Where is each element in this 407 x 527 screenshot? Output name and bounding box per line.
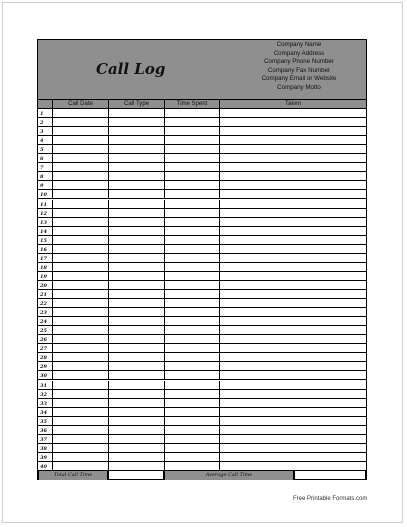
call-date-cell[interactable] [52,426,108,434]
row-number: 6 [40,156,44,163]
row-number: 3 [40,129,44,136]
call-type-cell[interactable] [108,308,164,316]
taken-cell[interactable] [219,200,366,208]
table-row [38,299,366,308]
table-row [38,426,366,435]
header-band [38,40,366,100]
time-spent-cell[interactable] [164,453,219,461]
row-number: 39 [40,454,47,461]
call-date-cell[interactable] [52,453,108,461]
row-number: 29 [40,364,47,371]
table-row [38,308,366,317]
taken-cell[interactable] [219,263,366,271]
call-date-cell[interactable] [52,444,108,452]
time-spent-cell[interactable] [164,145,219,153]
row-number: 22 [40,301,47,308]
call-date-cell[interactable] [52,209,108,217]
call-date-cell[interactable] [52,326,108,334]
row-number: 16 [40,246,47,253]
call-type-cell[interactable] [108,209,164,217]
row-number: 13 [40,219,47,226]
column-header-call-date: Call Date [52,100,108,108]
call-type-cell[interactable] [108,299,164,307]
taken-cell[interactable] [219,444,366,452]
table-row [38,453,366,462]
call-date-cell[interactable] [52,254,108,262]
row-number: 35 [40,418,47,425]
call-type-cell[interactable] [108,145,164,153]
time-spent-cell[interactable] [164,317,219,325]
table-row [38,172,366,181]
row-number: 8 [40,174,44,181]
row-number: 15 [40,237,47,244]
row-number: 36 [40,427,47,434]
row-number: 5 [40,147,44,154]
row-number: 38 [40,445,47,452]
row-number: 26 [40,337,47,344]
table-row [38,109,366,118]
table-row [38,227,366,236]
call-date-cell[interactable] [52,362,108,370]
time-spent-cell[interactable] [164,444,219,452]
time-spent-cell[interactable] [164,109,219,117]
call-type-cell[interactable] [108,353,164,361]
call-date-cell[interactable] [52,145,108,153]
table-row [38,362,366,371]
taken-cell[interactable] [219,281,366,289]
call-date-cell[interactable] [52,281,108,289]
page [2,2,403,523]
call-date-cell[interactable] [52,154,108,162]
call-date-cell[interactable] [52,181,108,189]
time-spent-cell[interactable] [164,236,219,244]
call-type-cell[interactable] [108,227,164,235]
row-number: 11 [40,201,47,208]
table-row [38,245,366,254]
table-row [38,335,366,344]
call-type-cell[interactable] [108,371,164,379]
table-row [38,353,366,362]
taken-cell[interactable] [219,118,366,126]
taken-cell[interactable] [219,136,366,144]
time-spent-cell[interactable] [164,381,219,389]
form-title: Call Log [96,60,166,78]
taken-cell[interactable] [219,408,366,416]
time-spent-cell[interactable] [164,172,219,180]
call-type-cell[interactable] [108,127,164,135]
company-info [234,41,364,93]
table-row [38,462,366,471]
time-spent-cell[interactable] [164,181,219,189]
taken-cell[interactable] [219,335,366,343]
call-type-cell[interactable] [108,399,164,407]
row-number: 30 [40,373,47,380]
company-address: Company Address [273,49,325,57]
call-type-cell[interactable] [108,435,164,443]
call-type-cell[interactable] [108,390,164,398]
time-spent-cell[interactable] [164,308,219,316]
call-date-cell[interactable] [52,272,108,280]
total-call-time-field[interactable] [108,471,164,480]
call-type-cell[interactable] [108,335,164,343]
row-number: 28 [40,355,47,362]
taken-cell[interactable] [219,317,366,325]
call-date-cell[interactable] [52,218,108,226]
call-date-cell[interactable] [52,399,108,407]
row-number: 34 [40,409,47,416]
call-type-cell[interactable] [108,272,164,280]
time-spent-cell[interactable] [164,290,219,298]
taken-cell[interactable] [219,435,366,443]
taken-cell[interactable] [219,362,366,370]
taken-cell[interactable] [219,426,366,434]
call-type-cell[interactable] [108,136,164,144]
time-spent-cell[interactable] [164,390,219,398]
row-number: 25 [40,328,47,335]
table-row [38,236,366,245]
taken-cell[interactable] [219,381,366,389]
row-number: 24 [40,319,47,326]
column-headers [38,100,366,109]
row-number: 7 [40,165,44,172]
time-spent-cell[interactable] [164,326,219,334]
row-number: 4 [40,138,44,145]
call-date-cell[interactable] [52,163,108,171]
call-type-cell[interactable] [108,181,164,189]
table-row [38,390,366,399]
call-date-cell[interactable] [52,200,108,208]
call-type-cell[interactable] [108,462,164,470]
column-header-time-spent: Time Spent [164,100,219,108]
row-number: 14 [40,228,47,235]
time-spent-cell[interactable] [164,399,219,407]
call-date-cell[interactable] [52,109,108,117]
time-spent-cell[interactable] [164,200,219,208]
taken-cell[interactable] [219,417,366,425]
call-type-cell[interactable] [108,426,164,434]
table-row [38,326,366,335]
time-spent-cell[interactable] [164,299,219,307]
average-call-time-label: Average Call Time [164,471,294,480]
call-type-cell[interactable] [108,281,164,289]
column-header-taken: Taken [219,100,366,108]
taken-cell[interactable] [219,227,366,235]
time-spent-cell[interactable] [164,426,219,434]
row-number: 31 [40,382,47,389]
row-number: 1 [40,111,44,117]
company-phone: Company Phone Number [264,58,334,66]
call-date-cell[interactable] [52,408,108,416]
call-type-cell[interactable] [108,200,164,208]
table-row [38,163,366,172]
taken-cell[interactable] [219,371,366,379]
taken-cell[interactable] [219,299,366,307]
call-type-cell[interactable] [108,417,164,425]
row-number: 17 [40,255,47,262]
taken-cell[interactable] [219,154,366,162]
row-number: 33 [40,400,47,407]
table-row [38,317,366,326]
time-spent-cell[interactable] [164,245,219,253]
call-date-cell[interactable] [52,263,108,271]
taken-cell[interactable] [219,308,366,316]
average-call-time-field[interactable] [294,471,366,480]
taken-cell[interactable] [219,344,366,352]
taken-cell[interactable] [219,272,366,280]
company-name: Company Name [276,41,322,48]
time-spent-cell[interactable] [164,209,219,217]
time-spent-cell[interactable] [164,163,219,171]
time-spent-cell[interactable] [164,371,219,379]
call-date-cell[interactable] [52,172,108,180]
table-row [38,200,366,209]
call-date-cell[interactable] [52,290,108,298]
time-spent-cell[interactable] [164,227,219,235]
call-type-cell[interactable] [108,362,164,370]
call-type-cell[interactable] [108,317,164,325]
call-date-cell[interactable] [52,317,108,325]
call-type-cell[interactable] [108,163,164,171]
table-row [38,127,366,136]
table-row [38,190,366,199]
call-type-cell[interactable] [108,344,164,352]
row-number: 18 [40,264,47,271]
table-row [38,181,366,190]
table-row [38,263,366,272]
table-row [38,218,366,227]
call-type-cell[interactable] [108,263,164,271]
row-number: 12 [40,210,47,217]
taken-cell[interactable] [219,127,366,135]
row-number: 20 [40,282,47,289]
call-date-cell[interactable] [52,227,108,235]
time-spent-cell[interactable] [164,435,219,443]
table-row [38,118,366,127]
row-number: 19 [40,273,47,280]
time-spent-cell[interactable] [164,281,219,289]
table-row [38,381,366,390]
time-spent-cell[interactable] [164,254,219,262]
table-row [38,136,366,145]
call-date-cell[interactable] [52,190,108,198]
call-type-cell[interactable] [108,154,164,162]
call-type-cell[interactable] [108,444,164,452]
table-row [38,145,366,154]
taken-cell[interactable] [219,218,366,226]
taken-cell[interactable] [219,453,366,461]
call-type-cell[interactable] [108,326,164,334]
call-date-cell[interactable] [52,353,108,361]
table-row [38,344,366,353]
taken-cell[interactable] [219,190,366,198]
call-date-cell[interactable] [52,390,108,398]
table-row [38,281,366,290]
row-number: 32 [40,391,47,398]
call-type-cell[interactable] [108,118,164,126]
row-number: 23 [40,310,47,317]
call-date-cell[interactable] [52,118,108,126]
row-number: 2 [40,120,44,127]
time-spent-cell[interactable] [164,118,219,126]
call-type-cell[interactable] [108,408,164,416]
call-type-cell[interactable] [108,453,164,461]
taken-cell[interactable] [219,245,366,253]
call-date-cell[interactable] [52,335,108,343]
company-motto: Company Motto [277,83,321,91]
row-number: 21 [40,292,47,298]
row-number: 27 [40,346,47,353]
company-fax: Company Fax Number [267,66,331,74]
total-call-time-label: Total Call Time [38,471,108,480]
time-spent-cell[interactable] [164,136,219,144]
call-log-sheet [37,39,367,480]
footer-totals [38,471,366,480]
table-row [38,209,366,218]
time-spent-cell[interactable] [164,335,219,343]
taken-cell[interactable] [219,172,366,180]
taken-cell[interactable] [219,236,366,244]
table-row [38,435,366,444]
credit-text: Free Printable Formats.com [293,496,368,502]
time-spent-cell[interactable] [164,462,219,470]
taken-cell[interactable] [219,353,366,361]
time-spent-cell[interactable] [164,408,219,416]
call-type-cell[interactable] [108,172,164,180]
call-type-cell[interactable] [108,190,164,198]
table-row [38,254,366,263]
time-spent-cell[interactable] [164,344,219,352]
call-date-cell[interactable] [52,462,108,470]
time-spent-cell[interactable] [164,218,219,226]
row-number: 40 [40,463,47,470]
call-date-cell[interactable] [52,236,108,244]
call-date-cell[interactable] [52,136,108,144]
taken-cell[interactable] [219,109,366,117]
taken-cell[interactable] [219,181,366,189]
taken-cell[interactable] [219,254,366,262]
table-row [38,408,366,417]
call-date-cell[interactable] [52,245,108,253]
taken-cell[interactable] [219,326,366,334]
call-date-cell[interactable] [52,344,108,352]
taken-cell[interactable] [219,163,366,171]
table-row [38,371,366,380]
call-type-cell[interactable] [108,218,164,226]
call-type-cell[interactable] [108,381,164,389]
taken-cell[interactable] [219,209,366,217]
taken-cell[interactable] [219,145,366,153]
table-row [38,417,366,426]
call-type-cell[interactable] [108,245,164,253]
taken-cell[interactable] [219,290,366,298]
time-spent-cell[interactable] [164,263,219,271]
row-number: 9 [40,183,44,190]
taken-cell[interactable] [219,390,366,398]
time-spent-cell[interactable] [164,190,219,198]
call-date-cell[interactable] [52,308,108,316]
call-date-cell[interactable] [52,127,108,135]
table-row [38,444,366,453]
call-type-cell[interactable] [108,109,164,117]
taken-cell[interactable] [219,399,366,407]
call-type-cell[interactable] [108,290,164,298]
call-date-cell[interactable] [52,371,108,379]
call-type-cell[interactable] [108,236,164,244]
table-row [38,272,366,281]
time-spent-cell[interactable] [164,417,219,425]
time-spent-cell[interactable] [164,362,219,370]
call-date-cell[interactable] [52,299,108,307]
call-date-cell[interactable] [52,435,108,443]
time-spent-cell[interactable] [164,353,219,361]
time-spent-cell[interactable] [164,154,219,162]
time-spent-cell[interactable] [164,127,219,135]
call-date-cell[interactable] [52,417,108,425]
row-number: 10 [40,192,47,199]
time-spent-cell[interactable] [164,272,219,280]
table-row [38,290,366,299]
call-type-cell[interactable] [108,254,164,262]
table-row [38,399,366,408]
column-header-call-type: Call Type [108,100,164,108]
company-email: Company Email or Website [261,75,337,83]
call-date-cell[interactable] [52,381,108,389]
taken-cell[interactable] [219,462,366,470]
row-number: 37 [40,436,47,443]
table-row [38,154,366,163]
